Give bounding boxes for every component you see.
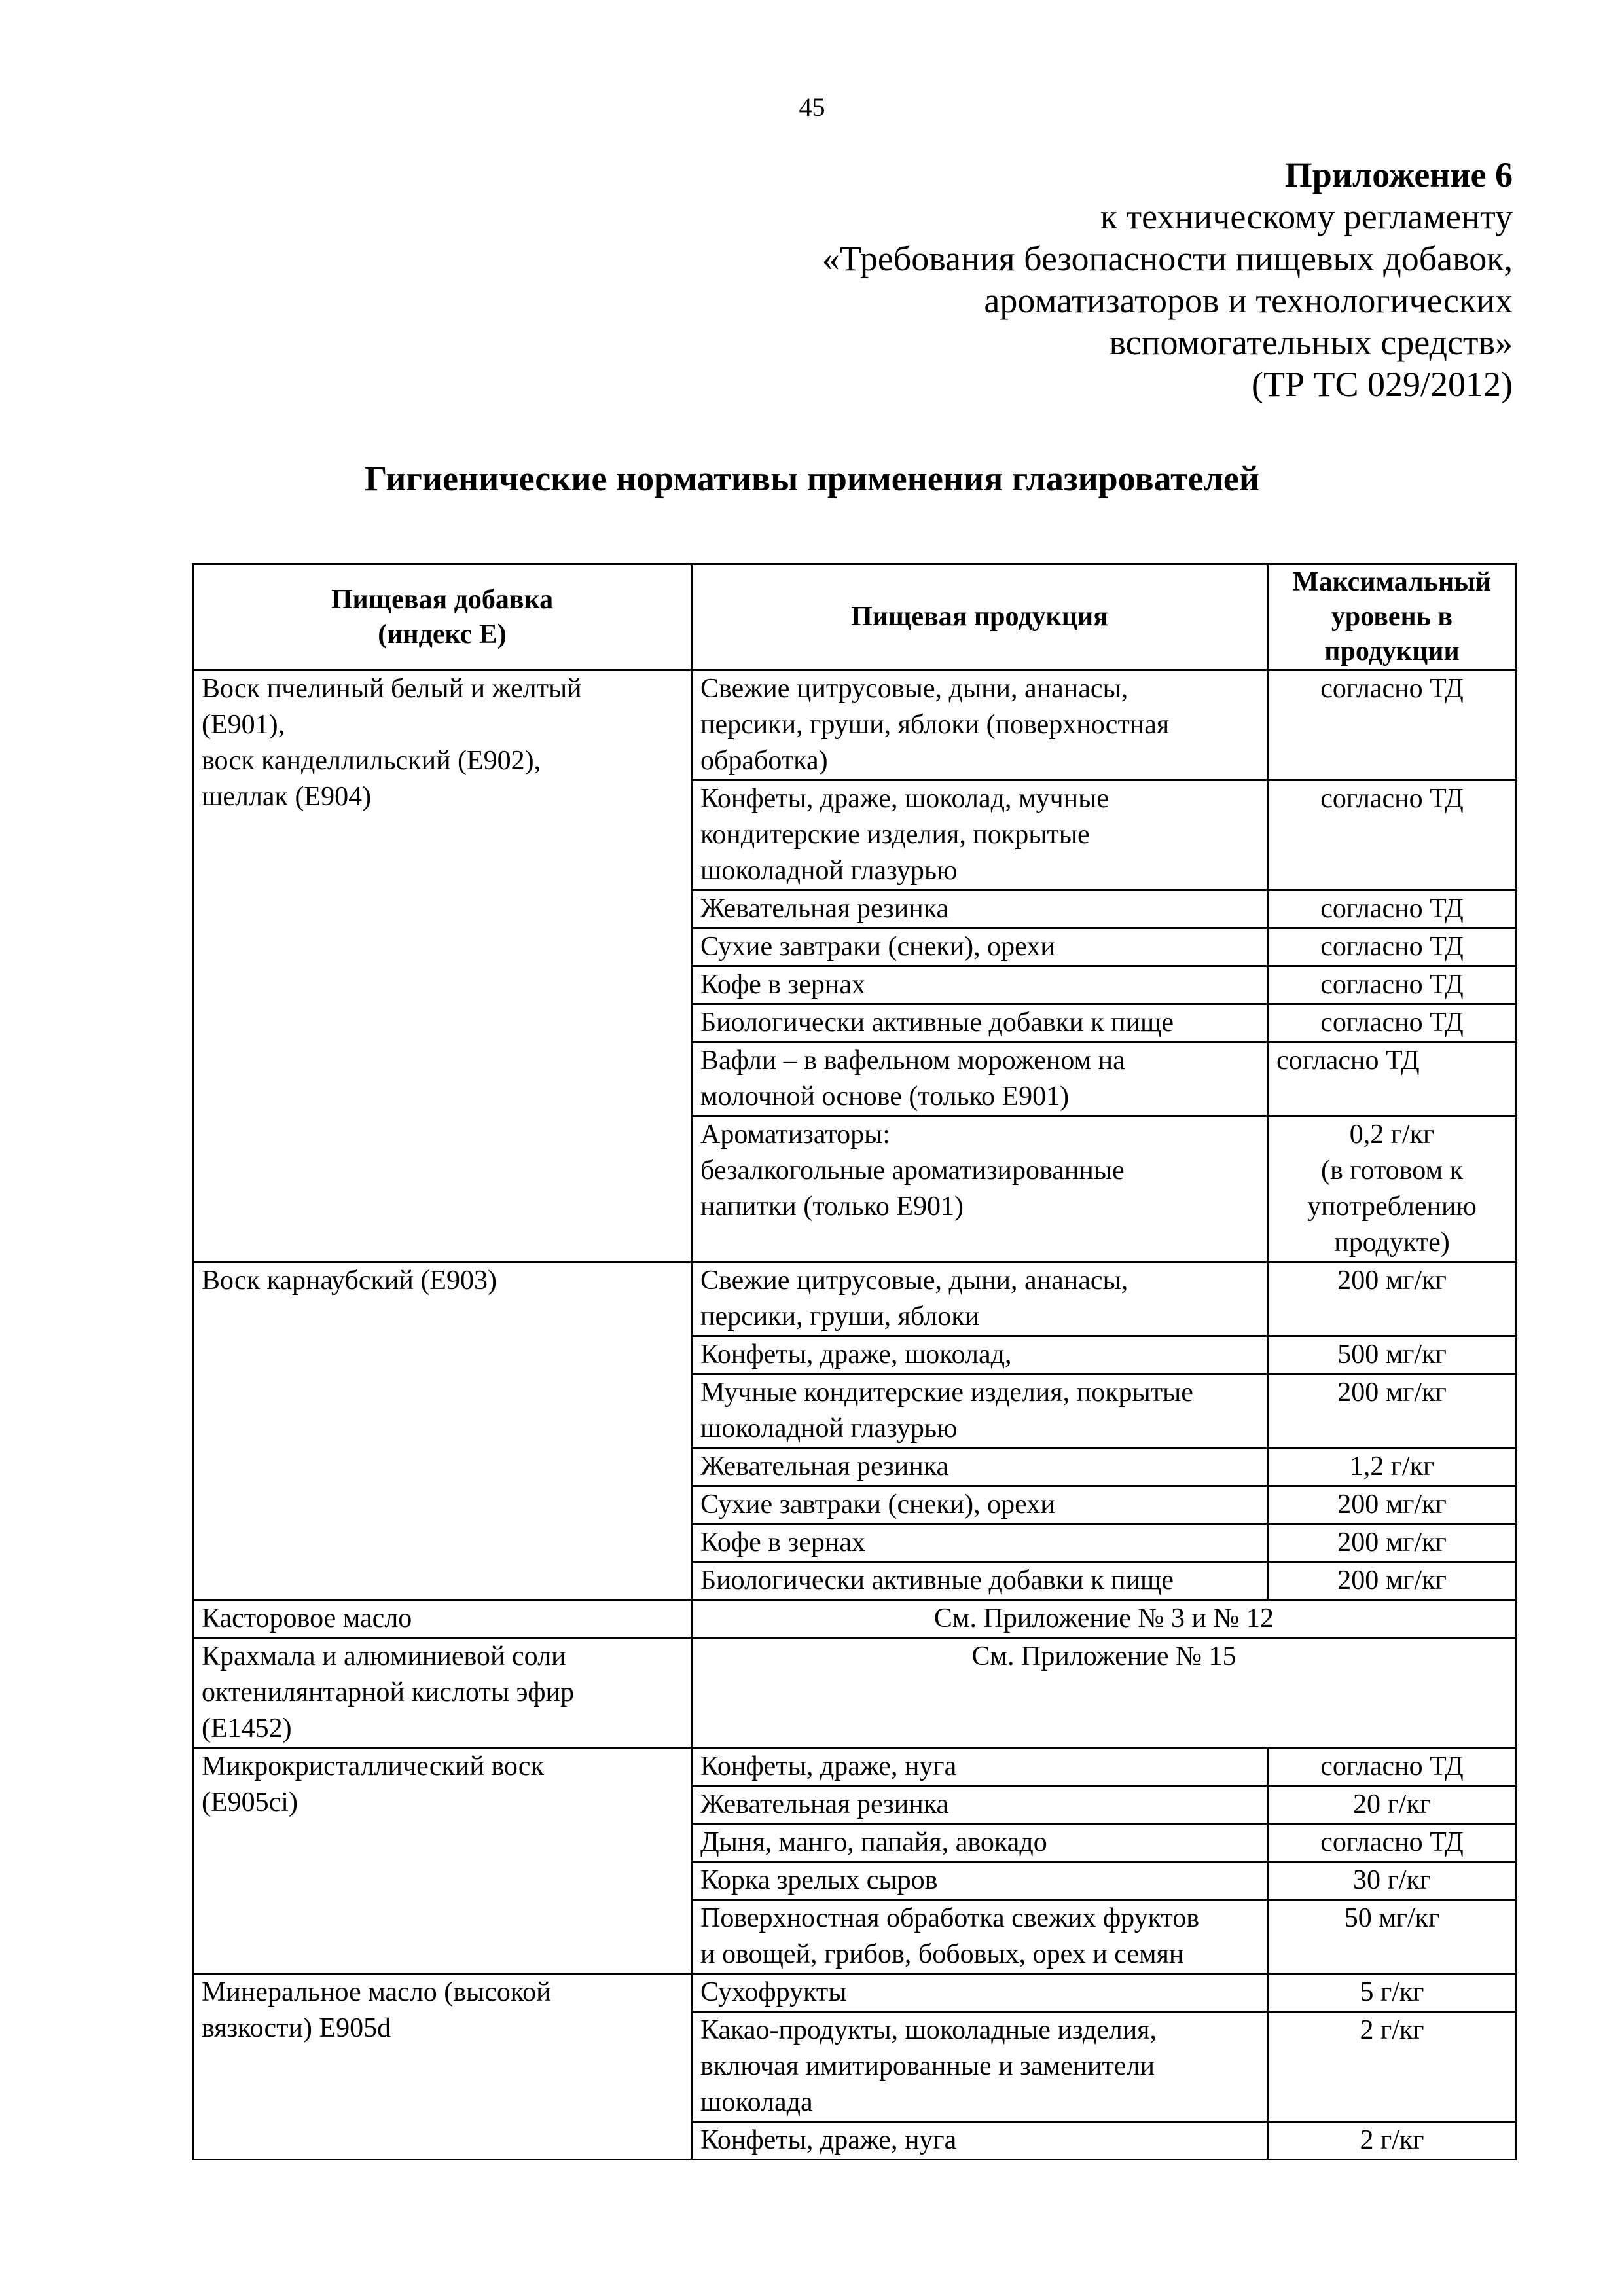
product-line: Жевательная резинка <box>700 1451 949 1482</box>
level-cell <box>1268 890 1517 928</box>
level-line: употреблению <box>1307 1192 1477 1222</box>
level-line: согласно ТД <box>1320 674 1464 704</box>
level-line: продукте) <box>1334 1228 1450 1258</box>
level-line: согласно ТД <box>1320 1827 1464 1857</box>
level-cell <box>1268 1900 1517 1974</box>
product-cell <box>692 1116 1268 1262</box>
table-row <box>193 1600 1517 1638</box>
product-cell <box>692 1562 1268 1600</box>
product-cell <box>692 1486 1268 1524</box>
level-cell <box>1268 1824 1517 1862</box>
product-line: обработка) <box>700 746 828 776</box>
additive-cell <box>193 1600 692 1638</box>
level-cell <box>1268 2122 1517 2160</box>
product-cell <box>692 1336 1268 1374</box>
product-line: Корка зрелых сыров <box>700 1865 938 1895</box>
norms-table <box>192 563 1517 2160</box>
product-cell <box>692 928 1268 966</box>
product-cell <box>692 966 1268 1004</box>
product-line: Сухофрукты <box>700 1977 847 2007</box>
additive-line: Минеральное масло (высокой <box>202 1977 551 2007</box>
additive-cell <box>193 670 692 1262</box>
level-cell <box>1268 780 1517 890</box>
reference-cell: См. Приложение № 3 и № 12 <box>692 1600 1517 1638</box>
reference-cell: См. Приложение № 15 <box>692 1638 1517 1748</box>
document-title: Гигиенические нормативы применения глазирователей <box>364 459 1260 498</box>
appendix-line: (ТР ТС 029/2012) <box>1252 365 1513 404</box>
additive-line: (Е901), <box>202 710 285 740</box>
level-line: 30 г/кг <box>1352 1865 1432 1895</box>
product-line: Сухие завтраки (снеки), орехи <box>700 932 1055 962</box>
level-cell <box>1268 1116 1517 1262</box>
product-cell <box>692 1524 1268 1562</box>
header-line: (индекс Е) <box>378 619 507 649</box>
product-line: Конфеты, драже, шоколад, <box>700 1339 1012 1370</box>
additive-line: Касторовое масло <box>202 1603 412 1633</box>
level-line: согласно ТД <box>1320 894 1464 924</box>
product-line: Какао-продукты, шоколадные изделия, <box>700 2015 1157 2045</box>
product-cell <box>692 1262 1268 1336</box>
level-line: (в готовом к <box>1321 1156 1463 1186</box>
level-line: согласно ТД <box>1320 970 1464 1000</box>
product-cell <box>692 1374 1268 1448</box>
product-line: включая имитированные и заменители <box>700 2051 1155 2081</box>
product-line: Биологически активные добавки к пище <box>700 1565 1174 1595</box>
level-line: 50 мг/кг <box>1344 1903 1440 1933</box>
level-line: согласно ТД <box>1320 932 1464 962</box>
product-line: Сухие завтраки (снеки), орехи <box>700 1489 1055 1520</box>
level-line: 5 г/кг <box>1360 1977 1424 2007</box>
product-line: персики, груши, яблоки (поверхностная <box>700 710 1170 740</box>
product-line: Конфеты, драже, нуга <box>700 2125 957 2155</box>
product-cell <box>692 1824 1268 1862</box>
level-cell <box>1268 1448 1517 1486</box>
level-cell <box>1268 1042 1517 1116</box>
appendix-title: Приложение 6 <box>1284 155 1513 194</box>
header-line: Пищевая добавка <box>331 584 554 615</box>
product-cell <box>692 1004 1268 1042</box>
level-line: 20 г/кг <box>1352 1789 1432 1819</box>
level-line: 500 мг/кг <box>1337 1339 1447 1370</box>
level-line: согласно ТД <box>1320 784 1464 814</box>
header-line: продукции <box>1324 636 1460 666</box>
additive-line: Микрокристаллический воск <box>202 1751 544 1781</box>
appendix-line: «Требования безопасности пищевых добавок, <box>821 239 1513 278</box>
product-line: Конфеты, драже, нуга <box>700 1751 957 1781</box>
product-line: Дыня, манго, папайя, авокадо <box>700 1827 1047 1857</box>
product-cell <box>692 1862 1268 1900</box>
table-header <box>193 564 1517 670</box>
product-line: Ароматизаторы: <box>700 1120 891 1150</box>
product-line: шоколадной глазурью <box>700 856 958 886</box>
page-number: 45 <box>799 92 825 122</box>
additive-line: (Е905ci) <box>202 1787 298 1817</box>
product-line: шоколадной глазурью <box>700 1413 958 1444</box>
product-line: шоколада <box>700 2087 813 2117</box>
additive-line: Крахмала и алюминиевой соли <box>202 1641 566 1671</box>
product-line: напитки (только Е901) <box>700 1192 964 1222</box>
level-cell <box>1268 1862 1517 1900</box>
level-cell <box>1268 670 1517 780</box>
product-line: молочной основе (только Е901) <box>700 1082 1070 1112</box>
product-line: Кофе в зернах <box>700 970 865 1000</box>
product-line: Биологически активные добавки к пище <box>700 1008 1174 1038</box>
header-product: Пищевая продукция <box>692 564 1268 670</box>
level-cell <box>1268 1374 1517 1448</box>
product-line: Поверхностная обработка свежих фруктов <box>700 1903 1200 1933</box>
product-cell <box>692 1748 1268 1786</box>
additive-line: шеллак (Е904) <box>202 782 372 812</box>
appendix-line: к техническому регламенту <box>1100 197 1513 236</box>
appendix-line: ароматизаторов и технологических <box>984 281 1513 320</box>
product-line: Жевательная резинка <box>700 894 949 924</box>
level-line: 1,2 г/кг <box>1349 1451 1435 1482</box>
product-line: Вафли – в вафельном мороженом на <box>700 1046 1125 1076</box>
level-cell <box>1268 1974 1517 2012</box>
level-line: 200 мг/кг <box>1337 1489 1447 1520</box>
level-cell <box>1268 1562 1517 1600</box>
level-cell <box>1268 1524 1517 1562</box>
product-line: Мучные кондитерские изделия, покрытые <box>700 1377 1193 1408</box>
product-line: Конфеты, драже, шоколад, мучные <box>700 784 1110 814</box>
additive-line: Воск пчелиный белый и желтый <box>202 674 582 704</box>
product-cell <box>692 1974 1268 2012</box>
product-cell <box>692 890 1268 928</box>
level-line: согласно ТД <box>1320 1008 1464 1038</box>
level-cell <box>1268 966 1517 1004</box>
table-row <box>193 670 1517 780</box>
level-cell <box>1268 1004 1517 1042</box>
level-line: согласно ТД <box>1276 1046 1420 1076</box>
table-row <box>193 1638 1517 1748</box>
appendix-header <box>822 154 1513 405</box>
product-cell <box>692 1786 1268 1824</box>
table-body <box>193 670 1517 2160</box>
additive-line: Воск карнаубский (Е903) <box>202 1266 497 1296</box>
header-line: Максимальный <box>1292 567 1492 597</box>
additive-cell <box>193 1748 692 1974</box>
product-line: Свежие цитрусовые, дыни, ананасы, <box>700 674 1128 704</box>
level-line: согласно ТД <box>1320 1751 1464 1781</box>
level-line: 2 г/кг <box>1360 2125 1424 2155</box>
product-line: Кофе в зернах <box>700 1527 865 1558</box>
level-line: 2 г/кг <box>1360 2015 1424 2045</box>
table-row <box>193 1262 1517 1336</box>
additive-line: октенилянтарной кислоты эфир <box>202 1677 574 1707</box>
level-cell <box>1268 1336 1517 1374</box>
additive-cell <box>193 1974 692 2160</box>
header-line: уровень в <box>1331 602 1453 632</box>
level-line: 200 мг/кг <box>1337 1565 1447 1595</box>
product-cell <box>692 2122 1268 2160</box>
level-line: 0,2 г/кг <box>1349 1120 1435 1150</box>
product-line: безалкогольные ароматизированные <box>700 1156 1125 1186</box>
product-cell <box>692 2012 1268 2122</box>
product-line: персики, груши, яблоки <box>700 1302 980 1332</box>
header-level <box>1268 564 1517 670</box>
product-cell <box>692 780 1268 890</box>
appendix-line: вспомогательных средств» <box>1109 323 1513 362</box>
additive-cell <box>193 1262 692 1600</box>
additive-line: (Е1452) <box>202 1713 292 1743</box>
product-line: Свежие цитрусовые, дыни, ананасы, <box>700 1266 1128 1296</box>
product-cell <box>692 1448 1268 1486</box>
additive-line: воск канделлильский (Е902), <box>202 746 541 776</box>
additive-line: вязкости) Е905d <box>202 2013 391 2043</box>
table-header-row <box>193 564 1517 670</box>
level-line: 200 мг/кг <box>1337 1377 1447 1408</box>
additive-cell <box>193 1638 692 1748</box>
product-line: и овощей, грибов, бобовых, орех и семян <box>700 1939 1184 1969</box>
level-cell <box>1268 1486 1517 1524</box>
table-row <box>193 1974 1517 2012</box>
level-line: 200 мг/кг <box>1337 1527 1447 1558</box>
header-additive <box>193 564 692 670</box>
level-cell <box>1268 1748 1517 1786</box>
product-cell <box>692 1900 1268 1974</box>
level-cell <box>1268 2012 1517 2122</box>
product-cell <box>692 1042 1268 1116</box>
level-line: 200 мг/кг <box>1337 1266 1447 1296</box>
product-cell <box>692 670 1268 780</box>
product-line: кондитерские изделия, покрытые <box>700 820 1090 850</box>
table-row <box>193 1748 1517 1786</box>
level-cell <box>1268 928 1517 966</box>
level-cell <box>1268 1262 1517 1336</box>
level-cell <box>1268 1786 1517 1824</box>
product-line: Жевательная резинка <box>700 1789 949 1819</box>
